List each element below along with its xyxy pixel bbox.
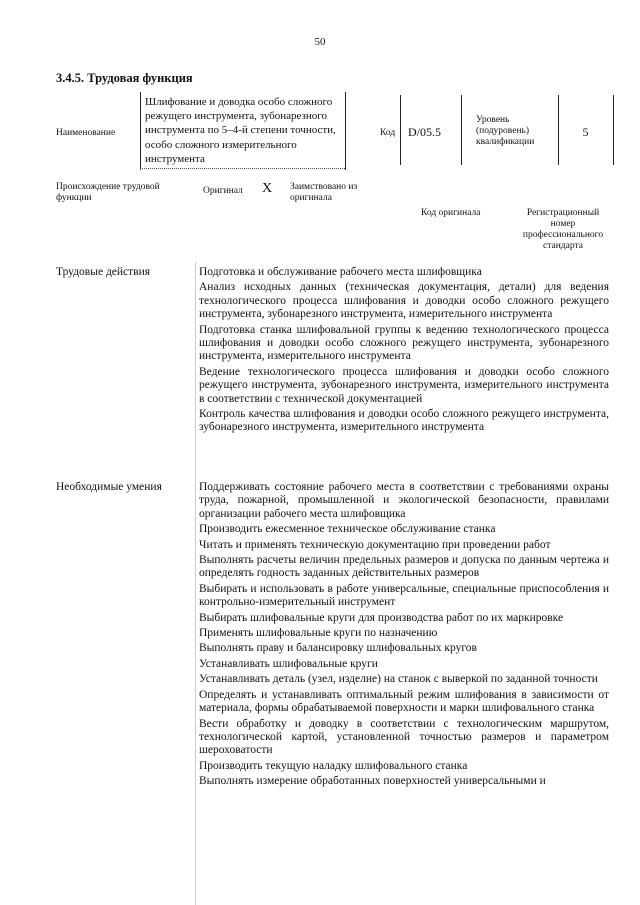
- list-item: Выполнять праву и балансировку шлифовальных кругов: [199, 642, 477, 655]
- list-item: Производить ежесменное техническое обслуживание станка: [199, 523, 496, 536]
- list-item: Подготовка и обслуживание рабочего места шлифовщика: [199, 266, 482, 278]
- origin-label: Происхождение трудовой функции: [56, 182, 160, 203]
- column-divider: [195, 262, 196, 905]
- section-heading: 3.4.5. Трудовая функция: [56, 71, 193, 85]
- borrowed-label: Заимствовано из оригинала: [290, 182, 358, 203]
- labor-actions-list: [199, 266, 609, 437]
- labor-actions-title: Трудовые действия: [56, 266, 151, 278]
- page-number: 50: [314, 36, 326, 48]
- list-item: Поддерживать состояние рабочего места в соответствии с требованиями охраны труда, пожарной, промышленной и экологической безопасности, правилами организации рабочего места шлифовщика: [199, 481, 609, 520]
- list-item: Применять шлифовальные круги по назначению: [199, 627, 438, 640]
- list-item: Выбирать и использовать в работе универсальные, специальные приспособления и контрольно-измерительный инструмент: [199, 582, 609, 609]
- list-item: Выбирать шлифовальные круги для производства работ по их маркировке: [199, 611, 564, 624]
- list-item: Ведение технологического процесса шлифования и доводки особо сложного режущего инструмента, зубонарезного инструмента, измерительного инструмента в соответствии с технической документацией: [199, 365, 609, 405]
- function-name-value: Шлифование и доводка особо сложного режущего инструмента, зубонарезного инструмента по 5–4-й степени точности, особо сложного измерительного инструмента: [145, 96, 336, 165]
- list-item: Определять и устанавливать оптимальный режим шлифования в зависимости от материала, формы обрабатываемой поверхности и марки шлифовального станка: [199, 688, 609, 715]
- original-mark: X: [262, 181, 273, 196]
- list-item: Выполнять расчеты величин предельных размеров и допуска по данным чертежа и определять годность заданных действительных размеров: [199, 554, 609, 580]
- code-original-label: Код оригинала: [421, 208, 481, 218]
- qualification-level-label: Уровень (подуровень) квалификации: [476, 115, 535, 147]
- qualification-level-value: 5: [582, 125, 589, 139]
- name-box-divider: [140, 168, 345, 169]
- list-item: Читать и применять техническую документацию при проведении работ: [199, 538, 551, 551]
- list-item: Производить текущую наладку шлифовального станка: [199, 759, 468, 772]
- list-item: Устанавливать шлифовальные круги: [199, 657, 378, 670]
- list-item: Выполнять измерение обработанных поверхностей универсальными и: [199, 775, 546, 788]
- code-label: Код: [380, 128, 396, 138]
- list-item: Подготовка станка шлифовальной группы к ведению технологического процесса шлифования и доводки особо сложного режущего инструмента, зубонарезного инструмента, измерительного инструмента: [199, 323, 609, 363]
- required-skills-title: Необходимые умения: [56, 481, 162, 493]
- list-item: Контроль качества шлифования и доводки особо сложного режущего инструмента, зубонарезного инструмента, измерительного инструмента: [199, 408, 609, 434]
- list-item: Анализ исходных данных (техническая документация, детали) для ведения технологического процесса шлифования и доводки особо сложного режущего инструмента, зубонарезного инструмента, измерительного инструмента: [199, 281, 609, 321]
- name-label: Наименование: [56, 128, 116, 138]
- required-skills-list: [199, 481, 609, 791]
- registration-number-label: Регистрационный номер профессионального стандарта: [522, 208, 604, 251]
- list-item: Вести обработку и доводку в соответствии с технологическим маршрутом, технологической картой, установленной точностью размеров и параметром шероховатости: [199, 717, 609, 757]
- list-item: Устанавливать деталь (узел, изделие) на станок с выверкой по заданной точности: [199, 673, 598, 686]
- original-label: Оригинал: [203, 186, 243, 196]
- code-value: D/05.5: [408, 125, 441, 139]
